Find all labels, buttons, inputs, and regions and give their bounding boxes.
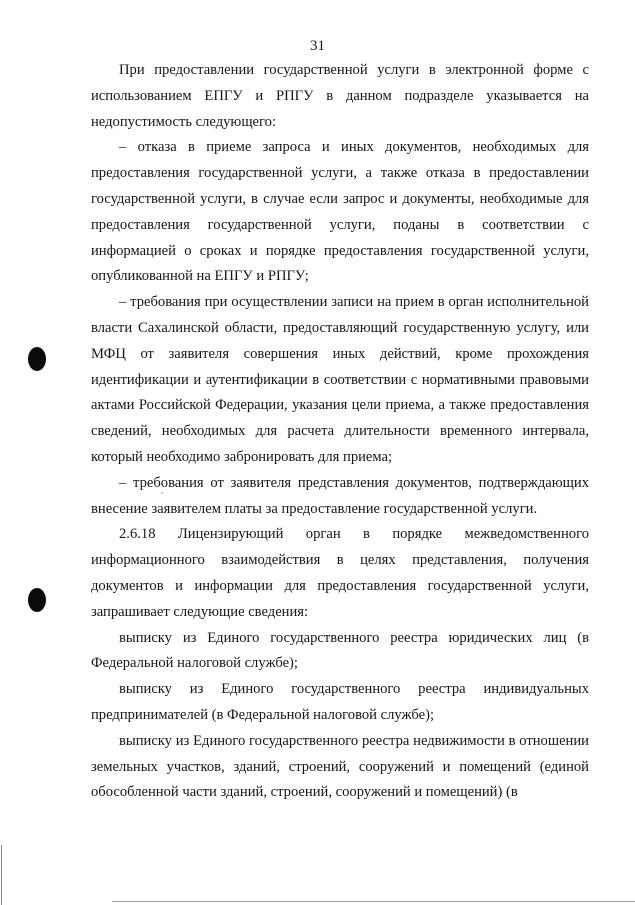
punch-hole-lower	[28, 588, 46, 612]
paragraph-refusal-item: – отказа в приеме запроса и иных документов, необходимых для предоставления государственной услуги, а также отказа в предоставлении государственной услуги, в случае если запрос и документы, необходимые для предоставления государственной услуги, поданы в соответствии с информацией о сроках и порядке предоставления государственной услуги, опубликованной на ЕПГУ и РПГУ;	[91, 139, 589, 285]
paragraph-payment-item: – требования от заявителя представления документов, подтверждающих внесение заявителем платы за предоставление государственной услуги.	[91, 474, 589, 517]
document-body	[91, 58, 589, 806]
scan-speck	[161, 492, 163, 494]
paragraph-egrul-extract: выписку из Единого государственного реестра юридических лиц (в Федеральной налоговой службе);	[91, 629, 589, 672]
punch-hole-upper	[28, 347, 46, 371]
page-number: 31	[310, 38, 325, 54]
paragraph-appointment-item: – требования при осуществлении записи на прием в орган исполнительной власти Сахалинской области, предоставляющий государственную услугу, или МФЦ от заявителя совершения иных действий, кроме прохождения идентификации и аутентификации в соответствии с нормативными правовыми актами Российской Федерации, указания цели приема, а также предоставления сведений, необходимых для расчета длительности временного интервала, который необходимо забронировать для приема;	[91, 294, 589, 465]
paragraph-section-2-6-18: 2.6.18 Лицензирующий орган в порядке межведомственного информационного взаимодействия в целях представления, получения документов и информации для предоставления государственной услуги, запрашивает следующие сведения:	[91, 526, 589, 620]
paragraph-egrn-extract: выписку из Единого государственного реестра недвижимости в отношении земельных участков, зданий, строений, сооружений и помещений (единой обособленной части зданий, строений, сооружений и помещений) (в	[91, 732, 589, 801]
scan-left-edge	[1, 845, 2, 905]
paragraph-egrip-extract: выписку из Единого государственного реестра индивидуальных предпринимателей (в Федеральной налоговой службе);	[91, 681, 589, 723]
scan-bottom-edge	[112, 901, 635, 902]
paragraph-intro: При предоставлении государственной услуги в электронной форме с использованием ЕПГУ и РПГУ в данном подразделе указывается на недопустимость следующего:	[91, 62, 589, 130]
